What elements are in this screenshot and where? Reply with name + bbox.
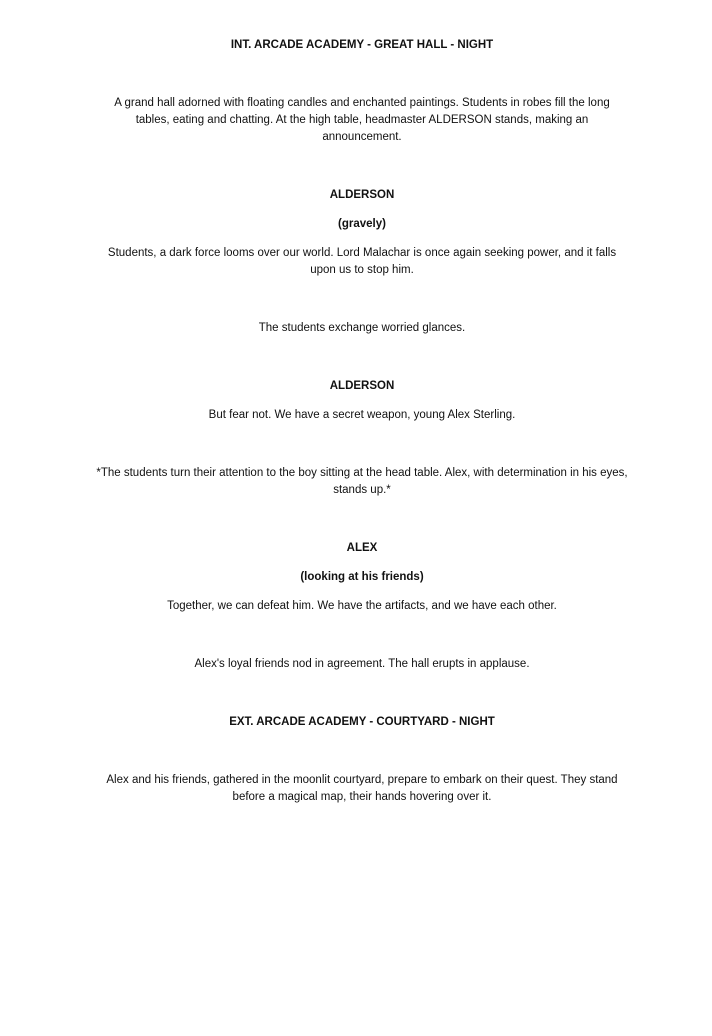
- scene-heading-courtyard: EXT. ARCADE ACADEMY - COURTYARD - NIGHT: [229, 716, 495, 728]
- dialogue-alderson-1: Students, a dark force looms over our world. Lord Malachar is once again seeking power, and it falls upon us to stop him.: [107, 247, 617, 276]
- character-alex: ALEX: [346, 542, 378, 554]
- character-alderson-2: ALDERSON: [329, 380, 395, 392]
- action-hall-erupts: Alex's loyal friends nod in agreement. The hall erupts in applause.: [194, 658, 530, 670]
- scene-heading-great-hall: INT. ARCADE ACADEMY - GREAT HALL - NIGHT: [230, 39, 494, 51]
- dialogue-alderson-2: But fear not. We have a secret weapon, young Alex Sterling.: [208, 409, 516, 421]
- character-alderson-1: ALDERSON: [329, 189, 395, 201]
- action-grand-hall: A grand hall adorned with floating candles and enchanted paintings. Students in robes fill the long tables, eating and chatting. At the high table, headmaster ALDERSON stands, making an announcement.: [114, 97, 610, 143]
- action-courtyard: Alex and his friends, gathered in the moonlit courtyard, prepare to embark on their quest. They stand before a magical map, their hands hovering over it.: [106, 774, 618, 803]
- parenthetical-gravely: (gravely): [338, 218, 386, 230]
- action-worried-glances: The students exchange worried glances.: [258, 322, 466, 334]
- parenthetical-looking: (looking at his friends): [300, 571, 424, 583]
- dialogue-alex: Together, we can defeat him. We have the artifacts, and we have each other.: [167, 600, 557, 612]
- action-students-turn: *The students turn their attention to the boy sitting at the head table. Alex, with determination in his eyes, stands up.*: [96, 467, 628, 496]
